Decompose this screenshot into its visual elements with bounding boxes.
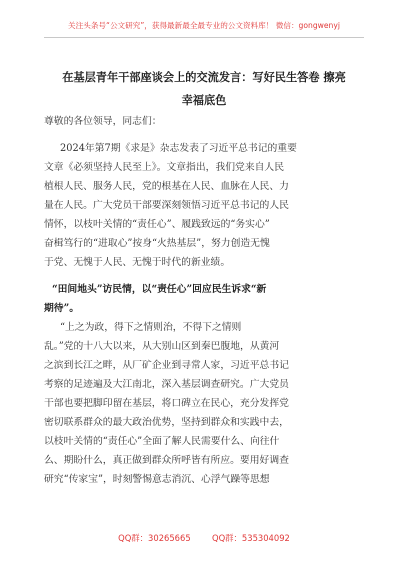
footer-contact bbox=[0, 532, 408, 544]
footer-qq-group-1: QQ群：30265665 bbox=[118, 533, 191, 543]
header-promo-text: 关注头条号“公文研究”，获得最新最全最专业的公文资料库！ 微信：gongwenyj bbox=[68, 21, 340, 30]
paragraph-2 bbox=[44, 318, 360, 489]
title-line-2: 幸福底色 bbox=[181, 93, 227, 107]
paragraph-line: 奋楫笃行的“进取心”按身“火热基层”，努力创造无愧 bbox=[44, 238, 270, 249]
paragraph-1 bbox=[44, 139, 360, 272]
section-heading-1 bbox=[44, 280, 360, 318]
heading-line: 期待”。 bbox=[44, 303, 80, 314]
document-title bbox=[44, 66, 364, 112]
salutation: 尊敬的各位领导，同志们： bbox=[44, 116, 162, 127]
header-divider bbox=[44, 37, 364, 38]
title-line-1: 在基层青年干部座谈会上的交流发言：写好民生答卷 擦亮 bbox=[62, 70, 346, 84]
paragraph-line: 以枝叶关情的“责任心”全面了解人民需要什么、向往什 bbox=[44, 436, 280, 447]
paragraph-line: 于党、无愧于人民、无愧于时代的新业绩。 bbox=[44, 257, 231, 268]
paragraph-line: 干部也要把脚印留在基层，将口碑立在民心，充分发挥党 bbox=[44, 398, 289, 409]
paragraph-line: 么、期盼什么，真正做到群众所呼皆有所应。要用好调查 bbox=[44, 455, 289, 466]
paragraph-line: 2024年第7期《求是》杂志发表了习近平总书记的重要 bbox=[60, 143, 297, 154]
paragraph-line: “上之为政，得下之情则治，不得下之情则 bbox=[60, 322, 242, 333]
paragraph-line: 文章《必须坚持人民至上》。文章指出，我们党来自人民 bbox=[44, 162, 285, 173]
paragraph-line: 植根人民、服务人民，党的根基在人民、血脉在人民、力 bbox=[44, 181, 289, 192]
footer-qq-group-2: QQ群：535304092 bbox=[211, 533, 290, 543]
paragraph-line: 情怀，以枝叶关情的“责任心”、履践致远的“务实心” bbox=[44, 219, 270, 230]
paragraph-line: 乱。”党的十八大以来，从大别山区到秦巴腹地，从黄河 bbox=[44, 341, 280, 352]
paragraph-line: 之滨到长江之畔，从厂矿企业到寻常人家，习近平总书记 bbox=[44, 360, 289, 371]
paragraph-line: 研究“传家宝”，时刻警惕意志消沉、心浮气躁等思想 bbox=[44, 474, 270, 485]
paragraph-line: 考察的足迹遍及大江南北，深入基层调查研究。广大党员 bbox=[44, 379, 289, 390]
paragraph-line: 量在人民。广大党员干部要深刻领悟习近平总书记的人民 bbox=[44, 200, 289, 211]
document-body bbox=[44, 112, 360, 489]
paragraph-line: 密切联系群众的最大政治优势，坚持到群众和实践中去， bbox=[44, 417, 289, 428]
heading-line: “田间地头”访民情，以“责任心”回应民生诉求“新 bbox=[52, 284, 267, 295]
